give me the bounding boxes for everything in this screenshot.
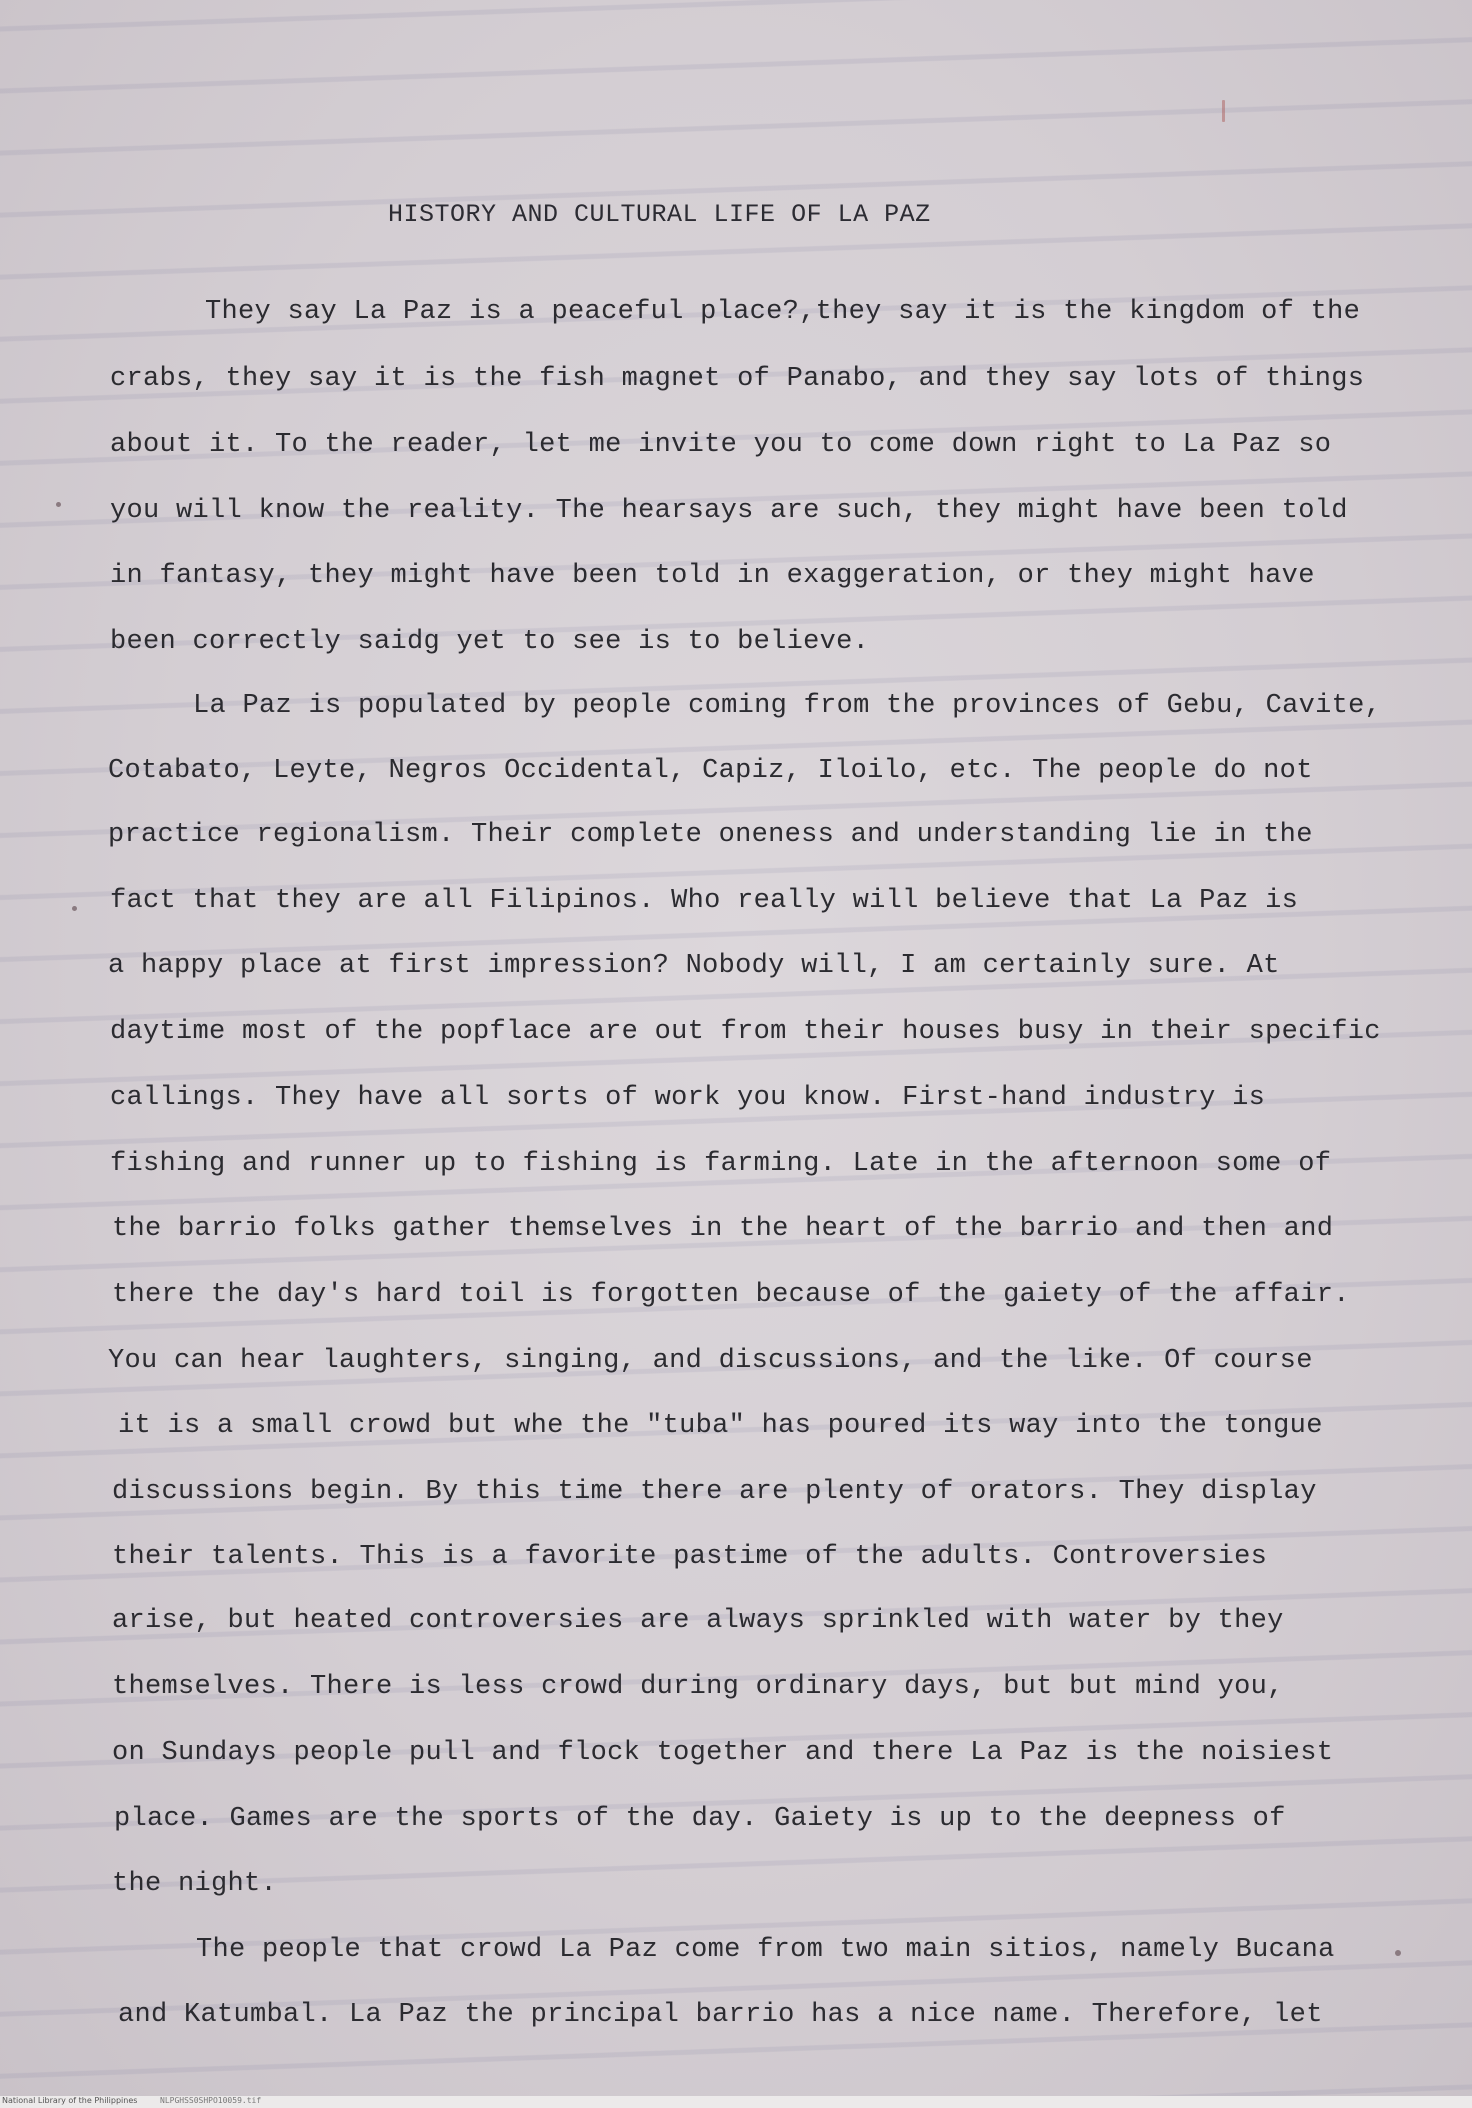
text-line: daytime most of the popflace are out from their houses busy in their specific: [110, 1017, 1381, 1047]
text-line: Cotabato, Leyte, Negros Occidental, Capiz, Iloilo, etc. The people do not: [108, 756, 1313, 786]
text-line: you will know the reality. The hearsays are such, they might have been told: [110, 496, 1348, 526]
text-line: themselves. There is less crowd during ordinary days, but but mind you,: [112, 1672, 1284, 1702]
text-line: the barrio folks gather themselves in the heart of the barrio and then and: [112, 1214, 1334, 1244]
text-line: You can hear laughters, singing, and discussions, and the like. Of course: [108, 1346, 1313, 1376]
text-line: the night.: [112, 1869, 278, 1899]
text-line: The people that crowd La Paz come from two main sitios, namely Bucana: [196, 1935, 1335, 1965]
text-line: place. Games are the sports of the day. Gaiety is up to the deepness of: [114, 1804, 1286, 1834]
text-line: practice regionalism. Their complete oneness and understanding lie in the: [108, 820, 1313, 850]
paper-mark: [1222, 100, 1225, 122]
text-line: it is a small crowd but whe the "tuba" has poured its way into the tongue: [118, 1411, 1323, 1441]
footer-filename: NLPGHSS0SHPO10059.tif: [160, 2096, 262, 2105]
text-line: there the day's hard toil is forgotten because of the gaiety of the affair.: [112, 1280, 1350, 1310]
paper-speck: [1395, 1950, 1401, 1956]
text-line: and Katumbal. La Paz the principal barrio has a nice name. Therefore, let: [118, 2000, 1323, 2030]
text-line: their talents. This is a favorite pastime of the adults. Controversies: [112, 1542, 1268, 1572]
text-line: fishing and runner up to fishing is farming. Late in the afternoon some of: [110, 1149, 1332, 1179]
text-line: They say La Paz is a peaceful place?,they say it is the kingdom of the: [205, 297, 1361, 327]
footer-source: National Library of the Philippines: [2, 2096, 138, 2105]
text-line: arise, but heated controversies are always sprinkled with water by they: [112, 1606, 1284, 1636]
text-line: a happy place at first impression? Nobody will, I am certainly sure. At: [108, 951, 1280, 981]
text-line: callings. They have all sorts of work you know. First-hand industry is: [110, 1083, 1266, 1113]
text-line: in fantasy, they might have been told in exaggeration, or they might have: [110, 561, 1315, 591]
scan-footer: [0, 2096, 1472, 2108]
paper-speck: [56, 502, 61, 507]
text-line: crabs, they say it is the fish magnet of Panabo, and they say lots of things: [110, 364, 1365, 394]
text-line: discussions begin. By this time there are plenty of orators. They display: [112, 1477, 1317, 1507]
text-line: fact that they are all Filipinos. Who really will believe that La Paz is: [110, 886, 1299, 916]
document-title: HISTORY AND CULTURAL LIFE OF LA PAZ: [388, 200, 931, 229]
text-line: La Paz is populated by people coming from the provinces of Gebu, Cavite,: [193, 691, 1382, 721]
text-line: on Sundays people pull and flock together and there La Paz is the noisiest: [112, 1738, 1334, 1768]
text-line: about it. To the reader, let me invite you to come down right to La Paz so: [110, 430, 1332, 460]
text-line: been correctly saidg yet to see is to believe.: [110, 627, 870, 657]
paper-speck: [72, 906, 77, 911]
